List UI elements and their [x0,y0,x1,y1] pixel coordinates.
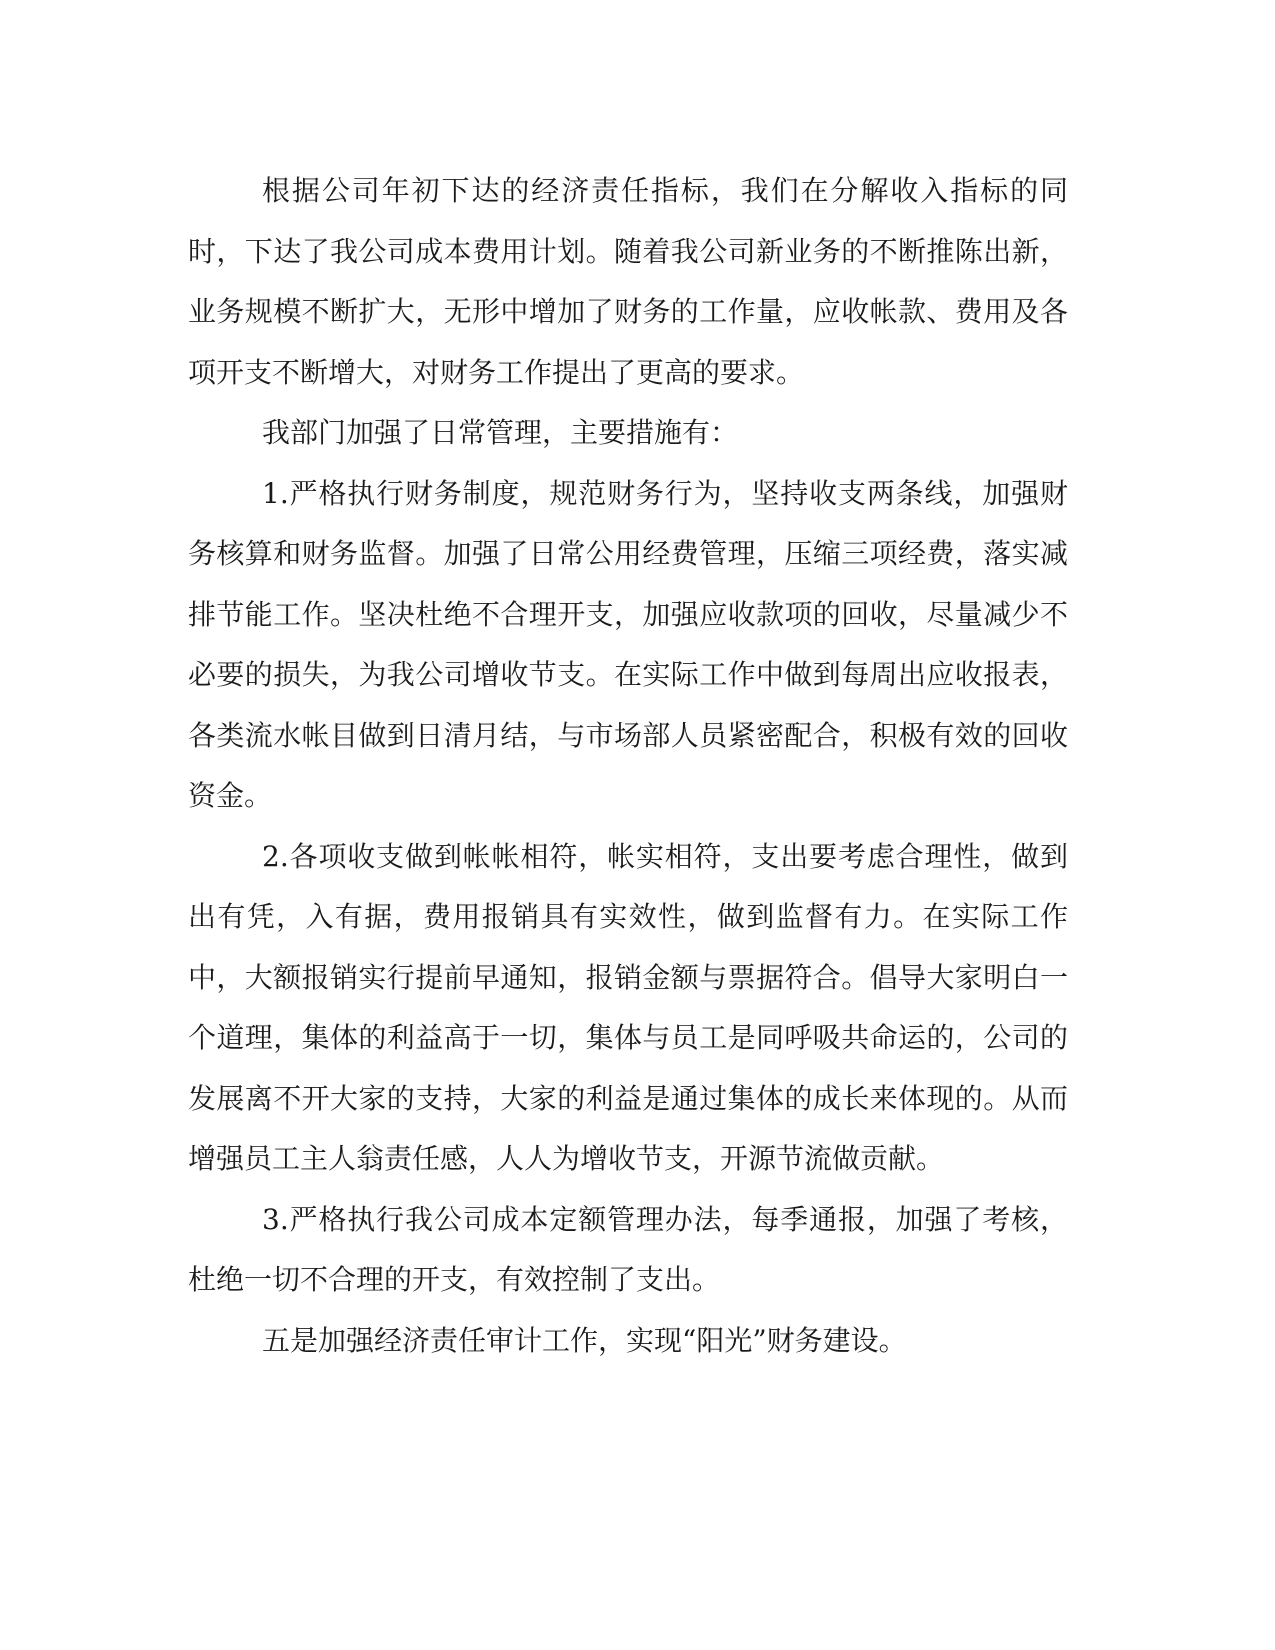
paragraph-measure-2: 2.各项收支做到帐帐相符，帐实相符，支出要考虑合理性，做到出有凭，入有据，费用报销具有实效性，做到监督有力。在实际工作中，大额报销实行提前早通知，报销金额与票据符合。倡导大家明白一个道理，集体的利益高于一切，集体与员工是同呼吸共命运的，公司的发展离不开大家的支持，大家的利益是通过集体的成长来体现的。从而增强员工主人翁责任感，人人为增收节支，开源节流做贡献。 [188,839,1068,1175]
paragraph-budget-plan: 根据公司年初下达的经济责任指标，我们在分解收入指标的同时，下达了我公司成本费用计划。随着我公司新业务的不断推陈出新，业务规模不断扩大，无形中增加了财务的工作量，应收帐款、费用及各项开支不断增大，对财务工作提出了更高的要求。 [188,174,1068,389]
paragraph-measure-3: 3.严格执行我公司成本定额管理办法，每季通报，加强了考核，杜绝一切不合理的开支，有效控制了支出。 [188,1202,1068,1296]
paragraph-audit: 五是加强经济责任审计工作，实现“阳光”财务建设。 [262,1323,907,1357]
paragraph-measure-1: 1.严格执行财务制度，规范财务行为，坚持收支两条线，加强财务核算和财务监督。加强了日常公用经费管理，压缩三项经费，落实减排节能工作。坚决杜绝不合理开支，加强应收款项的回收，尽量减少不必要的损失，为我公司增收节支。在实际工作中做到每周出应收报表，各类流水帐目做到日清月结，与市场部人员紧密配合，积极有效的回收资金。 [188,476,1068,812]
document-body [188,161,1068,1371]
paragraph-measures-intro: 我部门加强了日常管理，主要措施有： [262,416,739,449]
